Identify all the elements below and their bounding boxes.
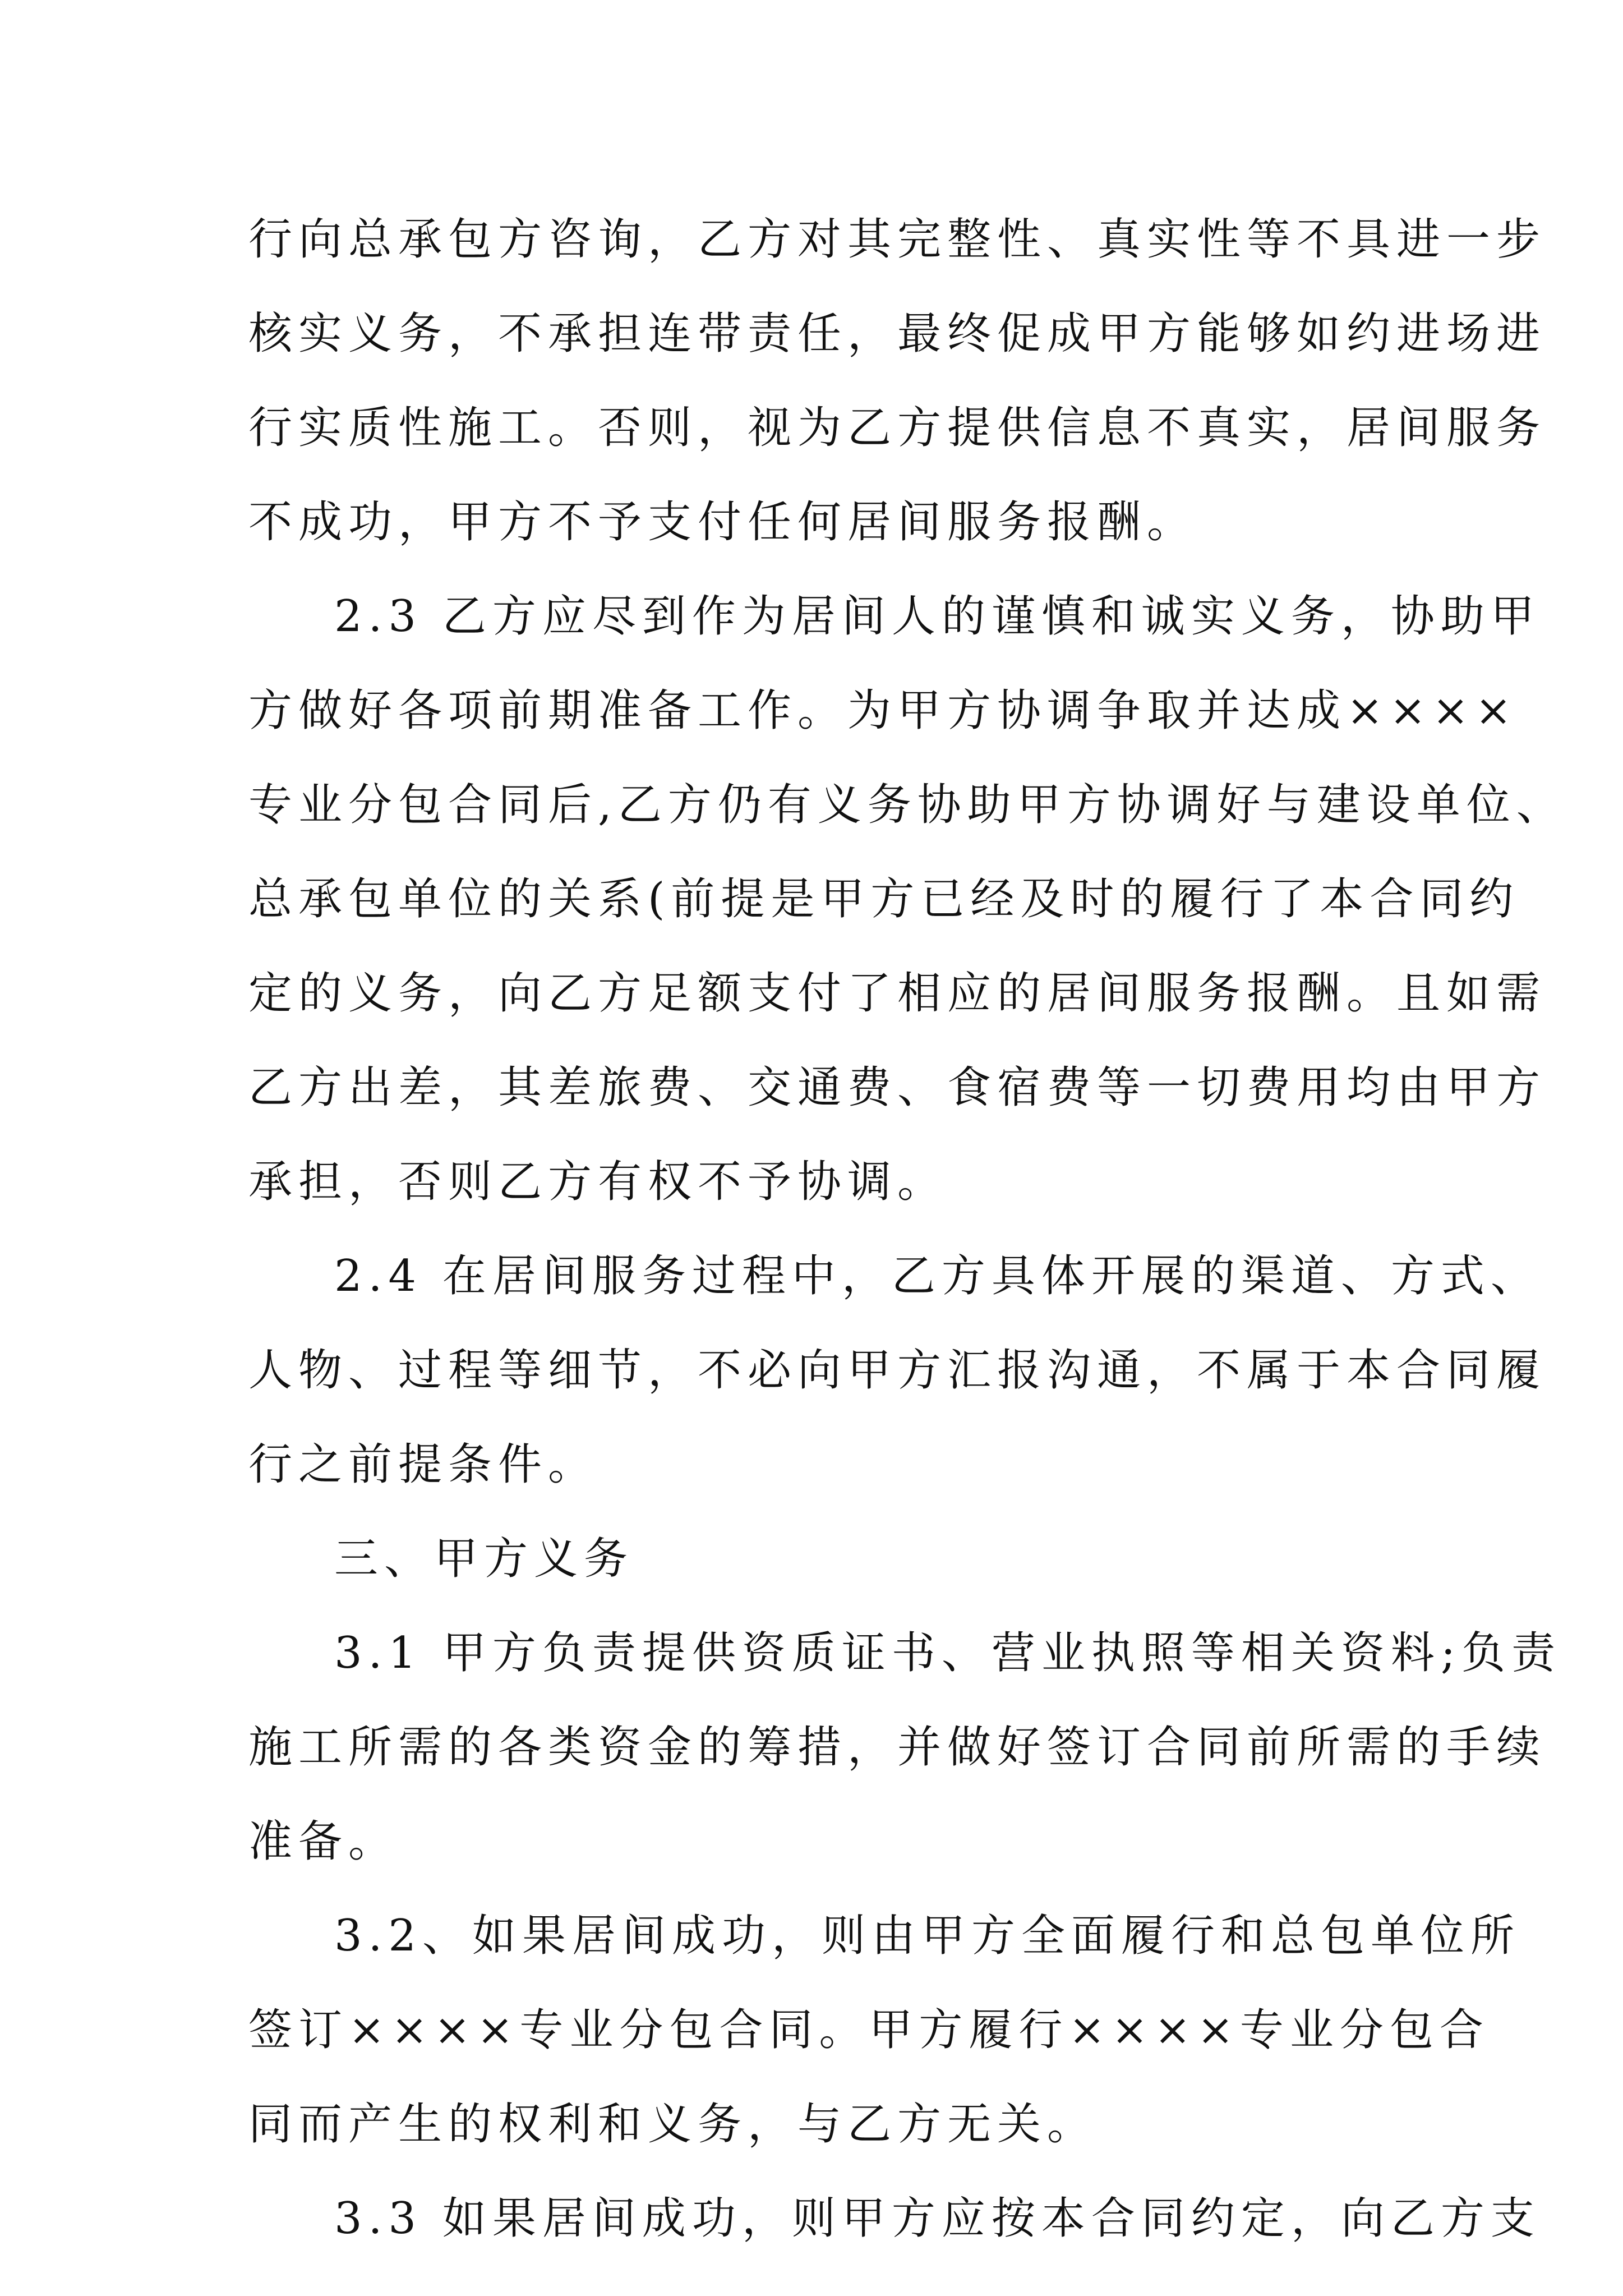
text-line: 专业分包合同后,乙方仍有义务协助甲方协调好与建设单位、 [248, 780, 1566, 830]
text-line: 3.3 如果居间成功，则甲方应按本合同约定，向乙方支 [334, 2193, 1541, 2244]
text-line: 定的义务，向乙方足额支付了相应的居间服务报酬。且如需 [248, 968, 1547, 1019]
text-line: 2.4 在居间服务过程中，乙方具体开展的渠道、方式、 [334, 1251, 1541, 1301]
text-line: 2.3 乙方应尽到作为居间人的谨慎和诚实义务，协助甲 [334, 591, 1541, 642]
text-line: 乙方出差，其差旅费、交通费、食宿费等一切费用均由甲方 [248, 1062, 1547, 1113]
text-line: 准备。 [248, 1816, 399, 1867]
text-line: 行实质性施工。否则，视为乙方提供信息不真实，居间服务 [248, 403, 1547, 453]
text-line: 行之前提条件。 [248, 1439, 598, 1490]
text-line: 人物、过程等细节，不必向甲方汇报沟通，不属于本合同履 [248, 1345, 1547, 1396]
text-line: 总承包单位的关系(前提是甲方已经及时的履行了本合同约 [248, 874, 1520, 924]
text-line: 不成功，甲方不予支付任何居间服务报酬。 [248, 497, 1197, 547]
text-line: 行向总承包方咨询，乙方对其完整性、真实性等不具进一步 [248, 214, 1547, 265]
text-line: 承担，否则乙方有权不予协调。 [248, 1157, 948, 1207]
text-line: 施工所需的各类资金的筹措，并做好签订合同前所需的手续 [248, 1722, 1547, 1773]
text-line: 核实义务，不承担连带责任，最终促成甲方能够如约进场进 [248, 309, 1547, 359]
section-title: 三、甲方义务 [334, 1534, 634, 1584]
text-line: 3.1 甲方负责提供资质证书、营业执照等相关资料;负责 [334, 1628, 1562, 1678]
text-line: 3.2、如果居间成功，则由甲方全面履行和总包单位所 [334, 1911, 1521, 1961]
text-line: 签订××××专业分包合同。甲方履行××××专业分包合 [248, 2005, 1490, 2055]
text-line: 同而产生的权利和义务，与乙方无关。 [248, 2099, 1098, 2150]
text-line: 方做好各项前期准备工作。为甲方协调争取并达成×××× [248, 685, 1518, 736]
